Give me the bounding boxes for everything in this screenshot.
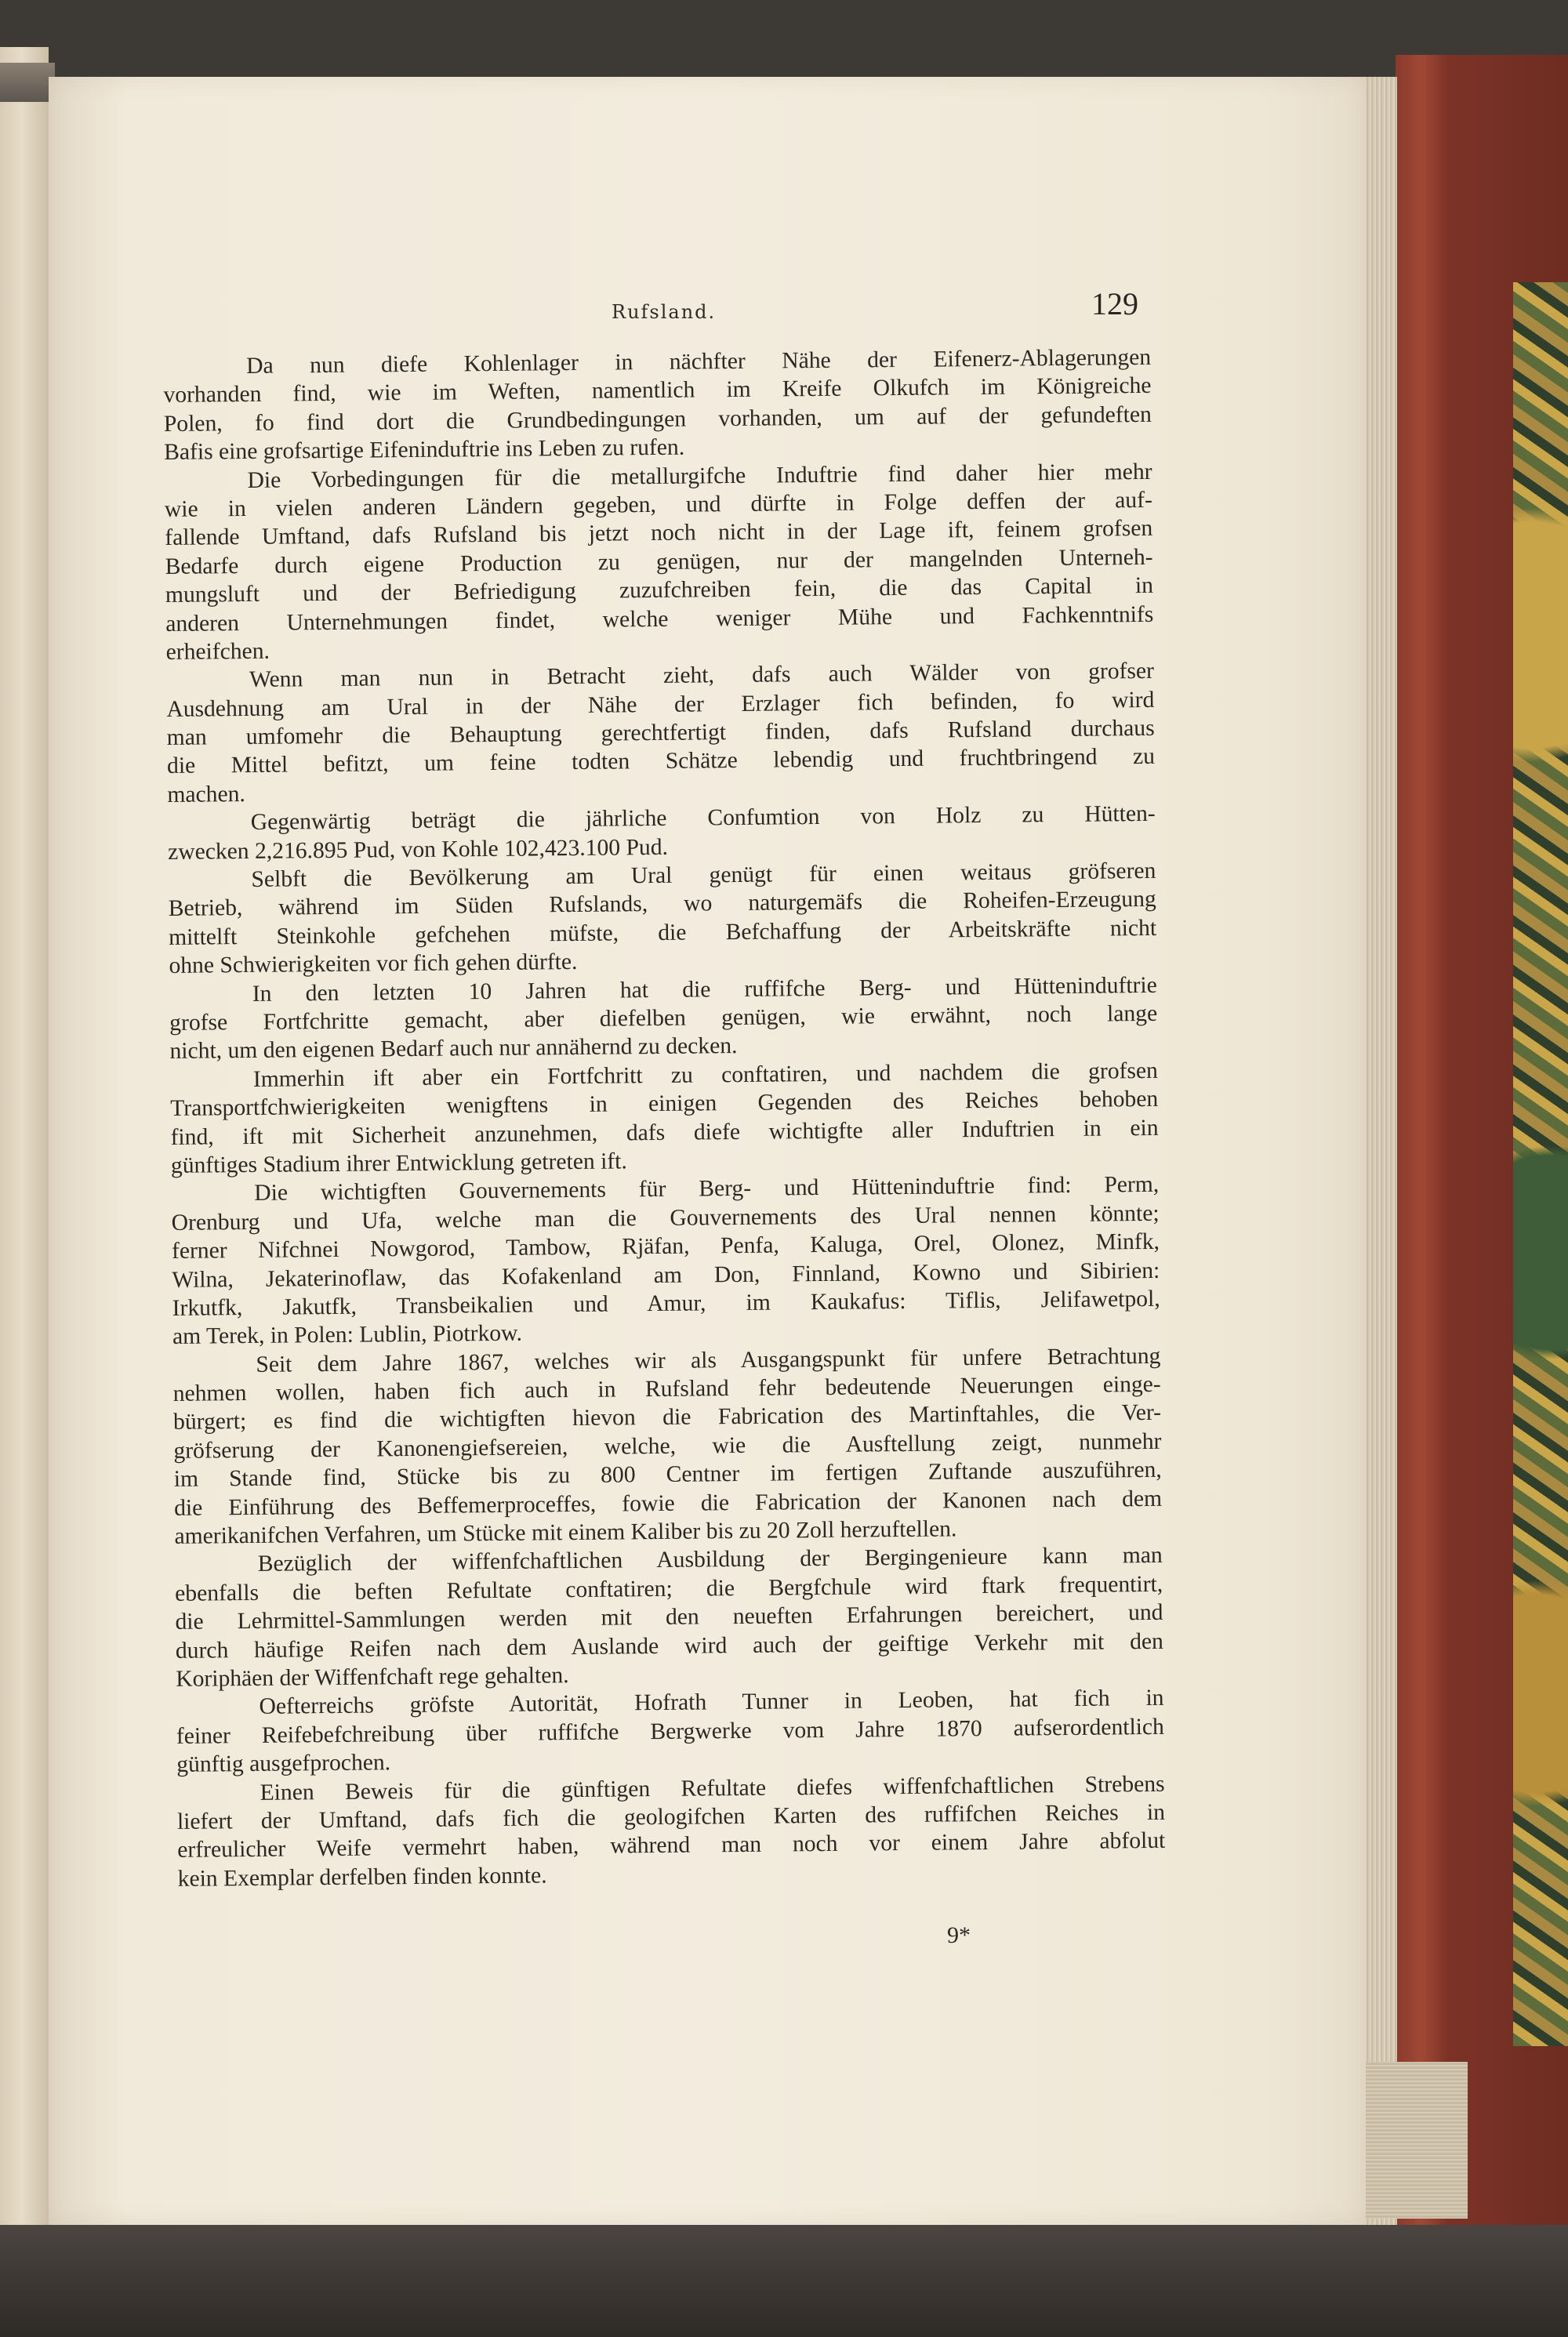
text-line: fallende Umftand, dafs Rufsland bis jetzt noch nicht in der Lage ift, feinem grofsen [165,516,1153,551]
text-line: gröfserung der Kanonengiefsereien, welche, wie die Ausftellung zeigt, nunmehr [173,1428,1162,1464]
text-line: zwecken 2,216.895 Pud, von Kohle 102,423.100 Pud. [167,834,669,865]
text-line: die Lehrmittel-Sammlungen werden mit den neueften Erfahrungen bereichert, und [175,1600,1163,1635]
text-line: mungsluft und der Befriedigung zuzufchreiben fein, die das Capital in [165,573,1154,608]
text-line: Selbft die Bevölkerung am Ural genügt für einen weitaus gröfseren [251,858,1156,892]
text-line: die Mittel befitzt, um feine todten Schätze lebendig und fruchtbringend zu [166,744,1156,779]
text-line: nehmen wollen, haben fich auch in Rufsland fehr bedeutende Neuerungen einge- [172,1371,1161,1407]
text-line: am Terek, in Polen: Lublin, Piotrkow. [172,1320,523,1350]
text-line: Die wichtigften Gouvernements für Berg- und Hütteninduftrie find: Perm, [254,1172,1160,1207]
text-line: Da nun diefe Kohlenlager in nächfter Nähe der Eifenerz-Ablagerungen [246,344,1152,379]
text-line: Betrieb, während im Süden Rufslands, wo naturgemäfs die Roheifen-Erzeugung [168,887,1156,922]
text-line: grofse Fortfchritte gemacht, aber diefelben genügen, wie erwähnt, noch lange [169,1000,1158,1036]
left-cover-edge [0,63,55,102]
text-line: Wenn man nun in Betracht zieht, dafs auch Wälder von grofser [249,659,1155,693]
text-line: feiner Reifebefchreibung über ruffifche Bergwerke vom Jahre 1870 aufserordentlich [176,1714,1165,1749]
text-line: Transportfchwierigkeiten wenigftens in einigen Gegenden des Reiches behoben [170,1087,1159,1122]
text-line: wie in vielen anderen Ländern gegeben, und dürfte in Folge deffen der auf- [164,487,1153,522]
page-block-bottom [1366,2062,1468,2219]
text-line: kein Exemplar derfelben finden konnte. [177,1863,547,1892]
text-line: machen. [167,781,245,807]
text-line: Bedarfe durch eigene Production zu genügen, nur der mangelnden Unterneh- [165,544,1153,579]
text-line: nicht, um den eigenen Bedarf auch nur annähernd zu decken. [169,1033,738,1065]
body-text [163,343,1166,1893]
page-number: 129 [1091,286,1138,321]
text-line: erfreulicher Weife vermehrt haben, während man noch vor einem Jahre abfolut [177,1828,1166,1863]
text-line: günftiges Stadium ihrer Entwicklung getreten ift. [170,1149,627,1178]
text-line: durch häufige Reifen nach dem Auslande wird auch der geiftige Verkehr mit den [175,1628,1163,1664]
text-line: Ausdehnung am Ural in der Nähe der Erzlager fich befinden, fo wird [166,687,1155,722]
text-line: Orenburg und Ufa, welche man die Gouvernements des Ural nennen könnte; [171,1200,1160,1236]
marbled-edge [1513,282,1568,2046]
text-line: Einen Beweis für die günftigen Refultate diefes wiffenfchaftlichen Strebens [260,1771,1165,1805]
text-line: Gegenwärtig beträgt die jährliche Confumtion von Holz zu Hütten- [250,801,1156,836]
text-line: anderen Unternehmungen findet, welche weniger Mühe und Fachkenntnifs [165,601,1154,637]
running-head: Rufsland. [612,301,717,323]
text-line: mittelft Steinkohle gefchehen müfste, die Befchaffung der Arbeitskräfte nicht [169,915,1157,950]
text-line: Die Vorbedingungen für die metallurgifche Induftrie find daher hier mehr [247,459,1152,493]
text-line: Seit dem Jahre 1867, welches wir als Ausgangspunkt für unfere Betrachtung [256,1343,1161,1377]
text-line: Oefterreichs gröfste Autorität, Hofrath Tunner in Leoben, hat fich in [259,1686,1164,1720]
text-line: liefert der Umftand, dafs fich die geologifchen Karten des ruffifchen Reiches in [176,1799,1166,1834]
text-line: bürgert; es find die wichtigften hievon die Fabrication des Martinftahles, die Ver- [172,1400,1162,1435]
text-line: ferner Nifchnei Nowgorod, Tambow, Rjäfan, Penfa, Kaluga, Orel, Olonez, Minfk, [171,1228,1160,1265]
text-line: Bezüglich der wiffenfchaftlichen Ausbildung der Bergingenieure kann man [257,1543,1163,1577]
text-line: find, ift mit Sicherheit anzunehmen, dafs diefe wichtigfte aller Induftrien in ein [170,1115,1159,1150]
text-line: man umfomehr die Behauptung gerechtfertigt finden, dafs Rufsland durchaus [166,715,1155,751]
text-line: ohne Schwierigkeiten vor fich gehen dürfte. [169,949,578,979]
text-line: Polen, fo find dort die Grundbedingungen vorhanden, um auf der gefundeften [163,401,1152,437]
text-line: Wilna, Jekaterinoflaw, das Kofakenland am Don, Finnland, Kowno und Sibirien: [172,1257,1160,1293]
text-line: vorhanden find, wie im Weften, namentlich im Kreife Olkufch im Königreiche [163,373,1152,408]
text-line: günftig ausgefprochen. [176,1750,391,1778]
text-line: Irkutfk, Jakutfk, Transbeikalien und Amur, im Kaukafus: Tiflis, Jelifawetpol, [172,1286,1160,1321]
text-line: Koriphäen der Wiffenfchaft rege gehalten. [176,1663,569,1692]
text-line: die Einführung des Beffemerproceffes, fowie die Fabrication der Kanonen nach dem [173,1486,1163,1521]
text-line: im Stande find, Stücke bis zu 800 Centner im fertigen Zuftande auszuführen, [173,1457,1162,1493]
scan-background-bottom [0,2225,1568,2337]
text-line: erheifchen. [165,638,270,665]
signature-mark: 9* [947,1922,971,1948]
text-line: Bafis eine grofsartige Eifeninduftrie ins Leben zu rufen. [164,434,685,466]
text-line: Immerhin ift aber ein Fortfchritt zu conftatiren, und nachdem die grofsen [252,1058,1159,1092]
text-line: ebenfalls die beften Refultate conftatiren; die Bergfchule wird ftark frequentirt, [175,1571,1163,1606]
text-line: amerikanifchen Verfahren, um Stücke mit einem Kaliber bis zu 20 Zoll herzuftellen. [174,1516,957,1549]
left-page-edge [0,47,49,2337]
text-line: In den letzten 10 Jahren hat die ruffifche Berg- und Hütteninduftrie [252,972,1157,1007]
